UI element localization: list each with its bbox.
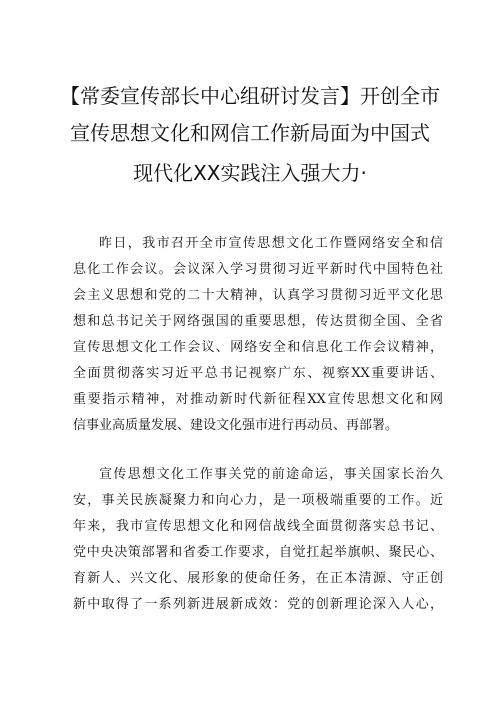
paragraph-1-line-6: 全面贯彻落实习近平总书记视察广东、视察XX重要讲话、 — [73, 366, 443, 381]
paragraph-2-line-5: 育新人、兴文化、展形象的使命任务，在正本清源、守正创 — [73, 571, 443, 586]
document-title-line-2: 宣传思想文化和网信工作新局面为中国式 — [70, 121, 430, 145]
paragraph-2-line-2: 安，事关民族凝聚力和向心力，是一项极端重要的工作。近 — [73, 493, 443, 508]
paragraph-1-line-4: 想和总书记关于网络强国的重要思想，传达贯彻全国、全省 — [73, 314, 443, 329]
document-title-line-1: 【常委宣传部长中心组研讨发言】开创全市 — [60, 84, 440, 108]
paragraph-2-line-3: 年来，我市宣传思想文化和网信战线全面贯彻落实总书记、 — [73, 519, 443, 534]
paragraph-1-line-7: 重要指示精神，对推动新时代新征程XX宣传思想文化和网 — [73, 392, 443, 407]
paragraph-2-line-1: 宣传思想文化工作事关党的前途命运，事关国家长治久 — [99, 467, 443, 482]
paragraph-1-line-8: 信事业高质量发展、建设文化强市进行再动员、再部署。 — [73, 418, 399, 433]
paragraph-2-line-4: 党中央决策部署和省委工作要求，自觉扛起举旗帜、聚民心、 — [73, 545, 443, 560]
document-title-line-3: 现代化XX实践注入强大力· — [133, 161, 367, 185]
paragraph-1-line-5: 宣传思想文化工作会议、网络安全和信息化工作会议精神， — [73, 340, 443, 355]
paragraph-1-line-1: 昨日，我市召开全市宣传思想文化工作暨网络安全和信 — [99, 236, 443, 251]
paragraph-1-line-2: 息化工作会议。会议深入学习贯彻习近平新时代中国特色社 — [73, 262, 443, 277]
paragraph-2-line-6: 新中取得了一系列新进展新成效：党的创新理论深入人心， — [73, 597, 443, 612]
paragraph-1-line-3: 会主义思想和党的二十大精神，认真学习贯彻习近平文化思 — [73, 288, 443, 303]
